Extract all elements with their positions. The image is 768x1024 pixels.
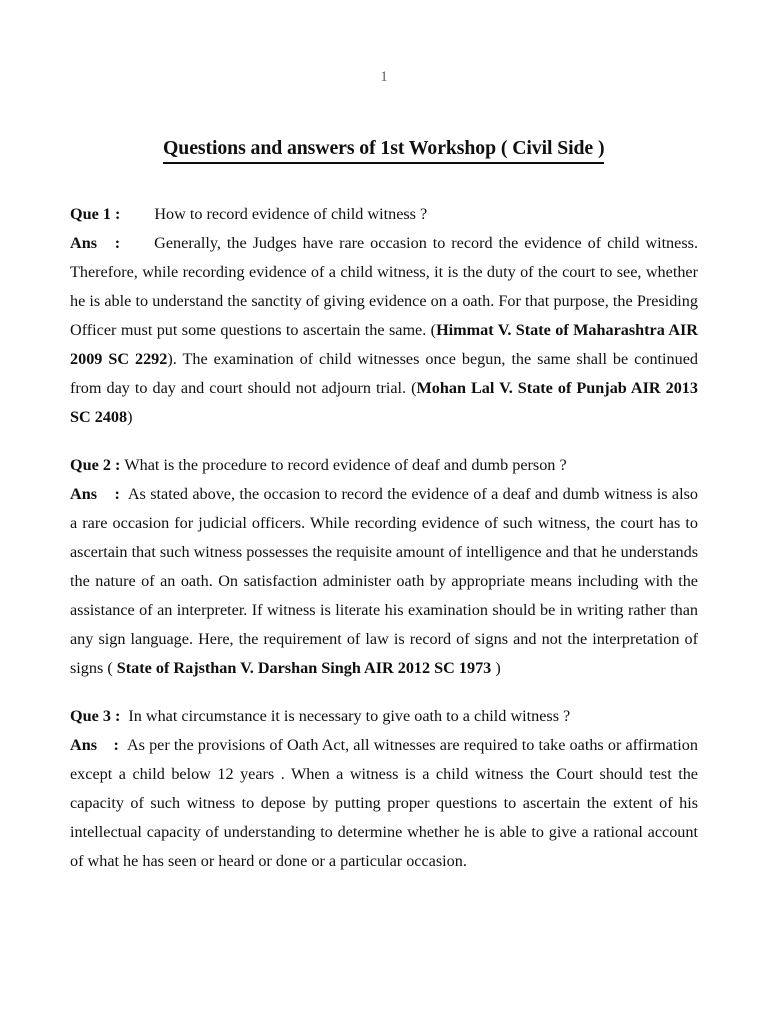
answer-text-2a: As stated above, the occasion to record the evidence of a deaf and dumb witness is also a rare occasion for judicial officers. While recording evidence of such witness, the court has to ascertain that such witness possesses the requisite amount of intelligence and that he understands the nature of an oath. On satisfaction administer oath by appropriate means including with the assistance of an interpreter. If witness is literate his examination should be in writing rather than any sign language. Here, the requirement of law is record of signs and not the interpretation of signs ( bbox=[70, 485, 699, 677]
document-title bbox=[0, 136, 768, 164]
question-line-2 bbox=[70, 451, 698, 480]
question-text-2: What is the procedure to record evidence of deaf and dumb person ? bbox=[124, 456, 567, 474]
question-label-2: Que 2 : bbox=[70, 456, 121, 474]
document-title-text: Questions and answers of 1st Workshop ( Civil Side ) bbox=[163, 136, 604, 164]
answer-label-2: Ans : bbox=[70, 485, 120, 503]
answer-text-2b: ) bbox=[491, 659, 501, 677]
qa-block-1 bbox=[70, 200, 698, 432]
answer-text-3a: As per the provisions of Oath Act, all witnesses are required to take oaths or affirmation except a child below 12 years . When a witness is a child witness the Court should test the capacity of such witness to depose by putting proper questions to ascertain the extent of his intellectual capacity of understanding to determine whether he is able to give a rational account of what he has seen or heard or done or a particular occasion. bbox=[70, 736, 698, 870]
answer-text-1a: Generally, the Judges have rare occasion to record the evidence of child witness. Therefore, while recording evidence of a child witness, it is the duty of the court to see, whether he is able to understand the sanctity of giving evidence on a oath. For that purpose, the Presiding Officer must put some questions to ascertain the same. ( bbox=[70, 234, 698, 339]
question-text-3: In what circumstance it is necessary to give oath to a child witness ? bbox=[128, 707, 571, 725]
answer-label-1: Ans : bbox=[70, 234, 121, 252]
citation-mohan-lal: Mohan Lal V. State of Punjab AIR 2013 SC 2408 bbox=[70, 379, 698, 426]
question-label-1: Que 1 : bbox=[70, 205, 121, 223]
answer-paragraph-2 bbox=[70, 480, 698, 683]
citation-rajsthan: State of Rajsthan V. Darshan Singh AIR 2012 SC 1973 bbox=[116, 659, 492, 677]
qa-block-3 bbox=[70, 702, 698, 876]
qa-block-2 bbox=[70, 451, 698, 683]
question-line-1 bbox=[70, 200, 698, 229]
answer-label-3: Ans : bbox=[70, 736, 119, 754]
answer-text-1c: ) bbox=[127, 408, 133, 426]
question-label-3: Que 3 : bbox=[70, 707, 121, 725]
answer-paragraph-1 bbox=[70, 229, 698, 432]
citation-himmat: Himmat V. State of Maharashtra AIR 2009 SC 2292 bbox=[70, 321, 699, 368]
document-body bbox=[70, 200, 698, 876]
question-line-3 bbox=[70, 702, 698, 731]
question-text-1: How to record evidence of child witness ? bbox=[154, 205, 428, 223]
answer-paragraph-3 bbox=[70, 731, 698, 876]
page-number: 1 bbox=[380, 69, 388, 85]
answer-text-1b: ). The examination of child witnesses once begun, the same shall be continued from day to day and court should not adjourn trial. ( bbox=[70, 350, 698, 397]
